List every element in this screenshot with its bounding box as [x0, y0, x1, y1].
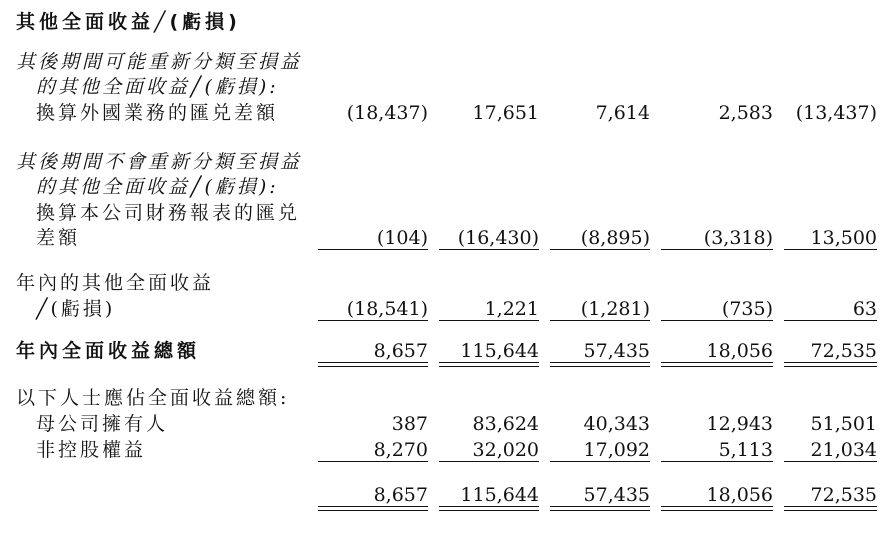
total-ci-label: 年內全面收益總額 [16, 340, 201, 362]
total-ci-value-4: 18,056 [706, 340, 773, 362]
attributable-total-value-1: 8,657 [373, 484, 428, 506]
oci-year-value-4: (735) [721, 298, 773, 320]
owners-value-3: 40,343 [583, 413, 650, 435]
double-underline-col4 [661, 362, 773, 367]
fx-translation-value-1: (18,437) [346, 102, 428, 124]
company-fx-value-2: (16,430) [457, 227, 539, 249]
underline-col4 [661, 461, 773, 462]
company-fx-value-1: (104) [376, 227, 428, 249]
underline-col3 [550, 249, 650, 250]
oci-year-label-line2: ╱(虧損) [36, 298, 116, 320]
attributable-total-value-2: 115,644 [460, 484, 539, 506]
double-underline-col1 [318, 362, 428, 367]
attributable-total-value-4: 18,056 [706, 484, 773, 506]
total-ci-value-2: 115,644 [460, 340, 539, 362]
attributable-heading: 以下人士應佔全面收益總額: [16, 387, 290, 409]
underline-col5 [784, 320, 877, 321]
underline-col4 [661, 249, 773, 250]
underline-col2 [439, 461, 539, 462]
underline-col5 [784, 461, 877, 462]
total-ci-value-3: 57,435 [583, 340, 650, 362]
total-ci-value-1: 8,657 [373, 340, 428, 362]
underline-col2 [439, 249, 539, 250]
underline-col1 [318, 249, 428, 250]
company-fx-value-4: (3,318) [703, 227, 773, 249]
fx-translation-value-2: 17,651 [472, 102, 539, 124]
oci-year-value-2: 1,221 [484, 298, 539, 320]
double-underline-col3 [550, 506, 650, 511]
nci-value-3: 17,092 [583, 439, 650, 461]
company-fx-label-line1: 換算本公司財務報表的匯兑 [36, 202, 301, 224]
double-underline-col5 [784, 362, 877, 367]
oci-year-label-line1: 年內的其他全面收益 [16, 272, 215, 294]
underline-col3 [550, 320, 650, 321]
fx-translation-value-3: 7,614 [595, 102, 650, 124]
company-fx-label-line2: 差額 [36, 227, 81, 249]
double-underline-col1 [318, 506, 428, 511]
owners-label: 母公司擁有人 [36, 413, 169, 435]
owners-value-4: 12,943 [706, 413, 773, 435]
nci-value-4: 5,113 [718, 439, 773, 461]
non-reclassifiable-heading-line1: 其後期間不會重新分類至損益 [16, 151, 303, 173]
reclassifiable-heading-line1: 其後期間可能重新分類至損益 [16, 51, 303, 73]
fx-translation-value-4: 2,583 [718, 102, 773, 124]
double-underline-col2 [439, 506, 539, 511]
owners-value-2: 83,624 [472, 413, 539, 435]
underline-col1 [318, 461, 428, 462]
non-reclassifiable-heading-line2: 的其他全面收益╱(虧損): [36, 176, 279, 198]
double-underline-col4 [661, 506, 773, 511]
underline-col3 [550, 461, 650, 462]
reclassifiable-heading-line2: 的其他全面收益╱(虧損): [36, 76, 279, 98]
oci-year-value-5: 63 [852, 298, 877, 320]
total-ci-value-5: 72,535 [810, 340, 877, 362]
company-fx-value-3: (8,895) [580, 227, 650, 249]
underline-col1 [318, 320, 428, 321]
double-underline-col5 [784, 506, 877, 511]
oci-year-value-3: (1,281) [580, 298, 650, 320]
section-heading-oci: 其他全面收益╱(虧損) [16, 11, 241, 33]
double-underline-col3 [550, 362, 650, 367]
owners-value-5: 51,501 [810, 413, 877, 435]
nci-label: 非控股權益 [36, 439, 147, 461]
nci-value-1: 8,270 [373, 439, 428, 461]
oci-year-value-1: (18,541) [346, 298, 428, 320]
nci-value-5: 21,034 [810, 439, 877, 461]
underline-col2 [439, 320, 539, 321]
nci-value-2: 32,020 [472, 439, 539, 461]
company-fx-value-5: 13,500 [810, 227, 877, 249]
underline-col4 [661, 320, 773, 321]
attributable-total-value-5: 72,535 [810, 484, 877, 506]
owners-value-1: 387 [391, 413, 428, 435]
fx-translation-value-5: (13,437) [795, 102, 877, 124]
attributable-total-value-3: 57,435 [583, 484, 650, 506]
double-underline-col2 [439, 362, 539, 367]
fx-translation-label: 換算外國業務的匯兑差額 [36, 102, 279, 124]
underline-col5 [784, 249, 877, 250]
